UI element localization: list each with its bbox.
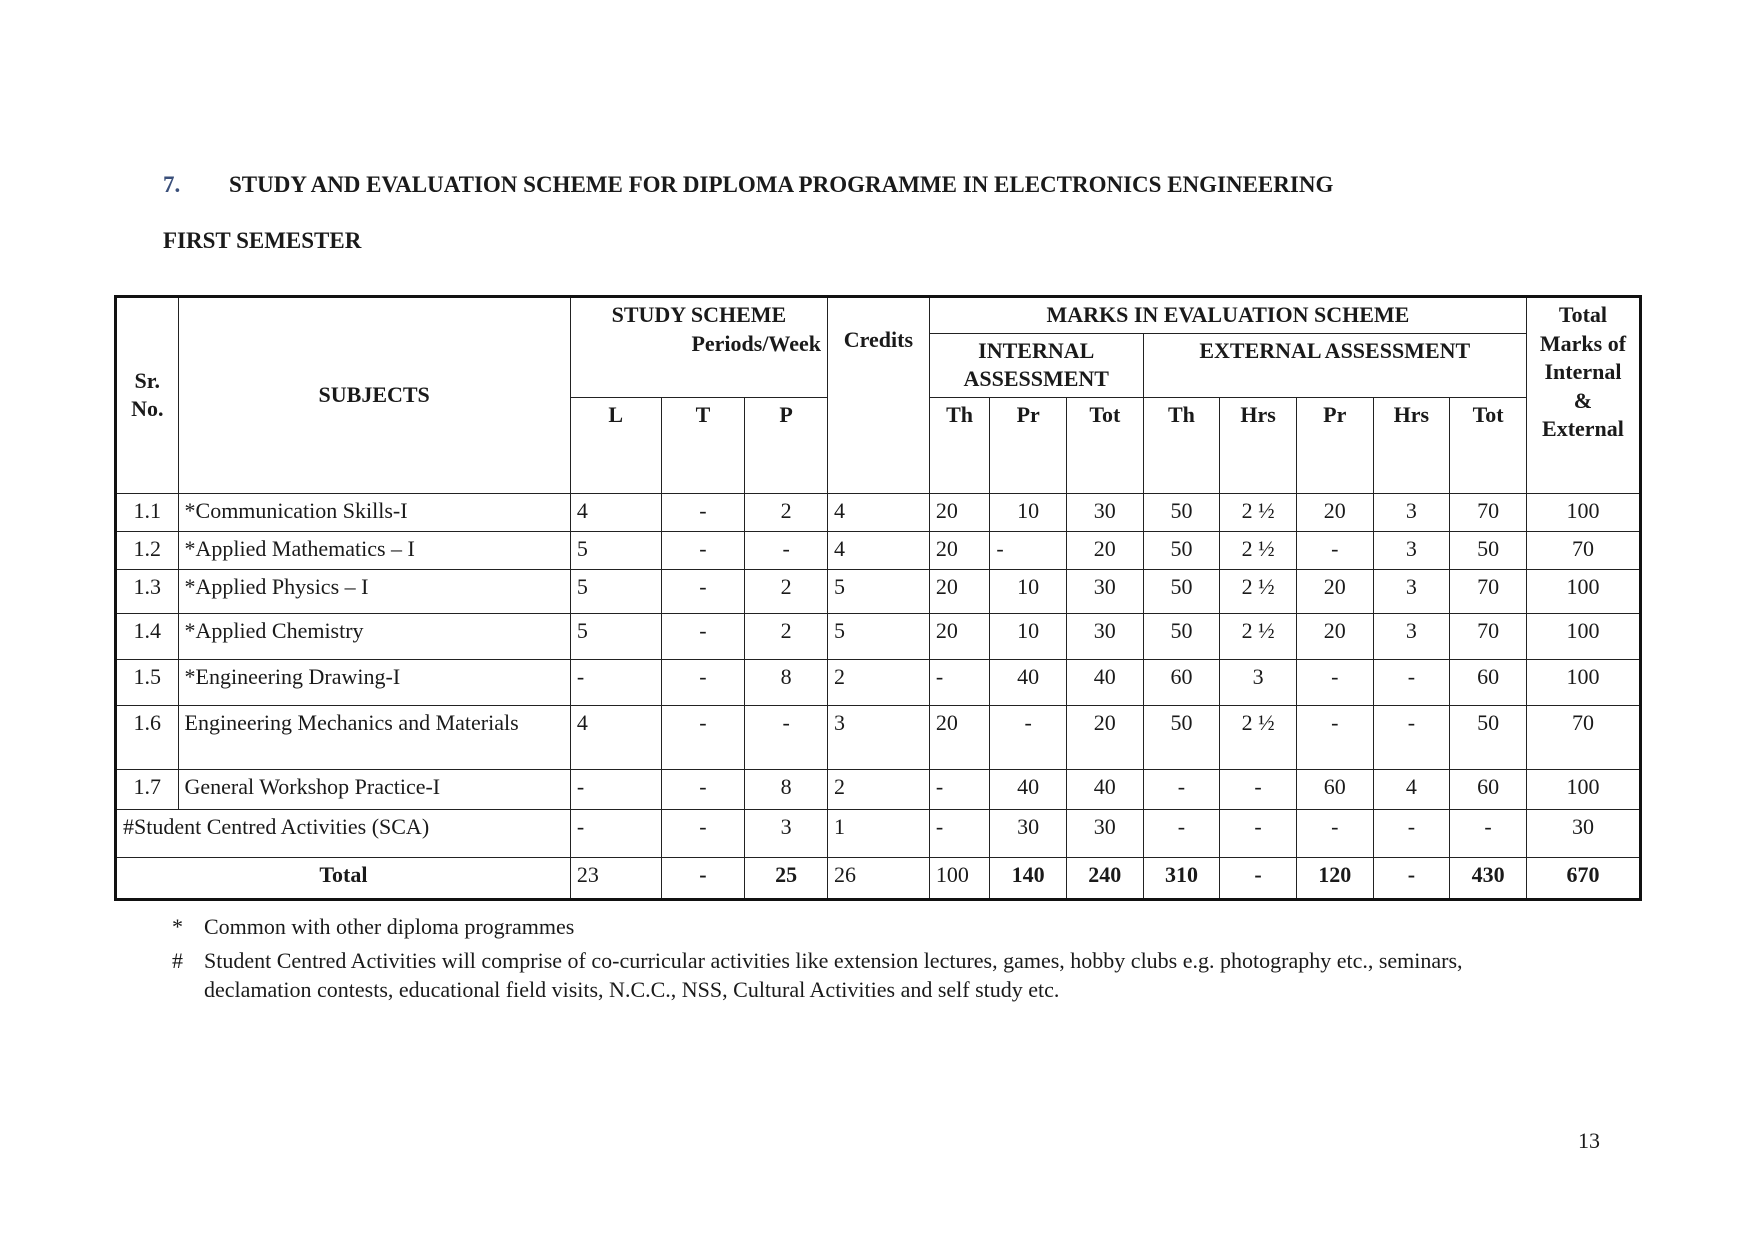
cell-l: 5 — [570, 531, 661, 569]
cell-ext-th: 50 — [1143, 569, 1220, 613]
cell-int-th: 20 — [929, 569, 990, 613]
total-credits: 26 — [827, 857, 929, 899]
cell-sr: 1.3 — [116, 569, 179, 613]
cell-ext-hrs: - — [1220, 809, 1297, 857]
cell-ext-tot: 50 — [1450, 531, 1527, 569]
cell-ext-hrs: 2 ½ — [1220, 531, 1297, 569]
cell-ext-pr: - — [1296, 659, 1373, 705]
footnote — [172, 946, 1524, 1005]
cell-ext-hrs: 3 — [1373, 493, 1450, 531]
cell-subject: *Applied Physics – I — [178, 569, 570, 613]
footnote-symbol: # — [172, 947, 183, 973]
cell-ext-hrs: 2 ½ — [1220, 613, 1297, 659]
cell-t: - — [661, 569, 745, 613]
cell-int-pr: 10 — [990, 569, 1067, 613]
heading-number: 7. — [163, 172, 181, 197]
total-int-th: 100 — [929, 857, 990, 899]
cell-int-pr: - — [990, 531, 1067, 569]
cell-credits: 1 — [827, 809, 929, 857]
page-number: 13 — [1578, 1128, 1600, 1153]
cell-l: - — [570, 659, 661, 705]
cell-int-tot: 40 — [1066, 769, 1143, 809]
cell-ext-pr: 20 — [1296, 569, 1373, 613]
cell-ext-hrs: 2 ½ — [1220, 705, 1297, 769]
cell-total: 100 — [1526, 659, 1640, 705]
footnote-text: Student Centred Activities will comprise of co-curricular activities like extension lectures, games, hobby clubs e.g. photography etc., seminars, declamation contests, educational field visits, N.C.C., NSS, Cultural Activities and self study etc. — [204, 947, 1463, 1003]
cell-int-pr: 30 — [990, 809, 1067, 857]
cell-int-tot: 30 — [1066, 809, 1143, 857]
cell-ext-tot: 60 — [1450, 769, 1527, 809]
cell-p: 2 — [745, 613, 828, 659]
cell-ext-pr: 60 — [1296, 769, 1373, 809]
cell-int-tot: 30 — [1066, 613, 1143, 659]
total-ext-tot: 430 — [1450, 857, 1527, 899]
header-int-tot: Tot — [1066, 397, 1143, 493]
cell-ext-th: 60 — [1143, 659, 1220, 705]
cell-ext-pr: - — [1296, 531, 1373, 569]
header-l: L — [570, 397, 661, 493]
cell-ext-tot: 70 — [1450, 613, 1527, 659]
cell-t: - — [661, 613, 745, 659]
cell-ext-tot: 70 — [1450, 569, 1527, 613]
cell-ext-hrs: - — [1220, 769, 1297, 809]
cell-ext-hrs: 2 ½ — [1220, 569, 1297, 613]
header-study-scheme — [570, 297, 827, 398]
cell-int-th: 20 — [929, 613, 990, 659]
header-t: T — [661, 397, 745, 493]
header-ext-pr: Pr — [1296, 397, 1373, 493]
cell-int-pr: 10 — [990, 613, 1067, 659]
cell-ext-th: 50 — [1143, 705, 1220, 769]
table-row — [116, 493, 1641, 531]
cell-int-th: - — [929, 659, 990, 705]
cell-int-th: 20 — [929, 493, 990, 531]
table-row — [116, 531, 1641, 569]
study-evaluation-table — [114, 295, 1642, 901]
table-row — [116, 769, 1641, 809]
cell-int-tot: 40 — [1066, 659, 1143, 705]
header-total-marks: Total Marks of Internal & External — [1526, 297, 1640, 494]
cell-subject: General Workshop Practice-I — [178, 769, 570, 809]
header-p: P — [745, 397, 828, 493]
cell-t: - — [661, 809, 745, 857]
table-row — [116, 705, 1641, 769]
cell-int-pr: 10 — [990, 493, 1067, 531]
cell-p: - — [745, 531, 828, 569]
heading-title: STUDY AND EVALUATION SCHEME FOR DIPLOMA PROGRAMME IN ELECTRONICS ENGINEERING — [229, 172, 1334, 197]
cell-ext-tot: 70 — [1450, 493, 1527, 531]
cell-t: - — [661, 705, 745, 769]
cell-l: 5 — [570, 613, 661, 659]
cell-ext-hrs: 3 — [1220, 659, 1297, 705]
cell-int-pr: 40 — [990, 769, 1067, 809]
cell-int-tot: 20 — [1066, 705, 1143, 769]
header-sr-no: Sr. No. — [116, 297, 179, 494]
sca-subject: #Student Centred Activities (SCA) — [116, 809, 571, 857]
cell-ext-pr: 20 — [1296, 613, 1373, 659]
total-ext-hrs: - — [1220, 857, 1297, 899]
cell-total: 70 — [1526, 531, 1640, 569]
total-ext-pr: 120 — [1296, 857, 1373, 899]
cell-credits: 2 — [827, 769, 929, 809]
header-ext-hrs: Hrs — [1220, 397, 1297, 493]
cell-subject: *Applied Mathematics – I — [178, 531, 570, 569]
cell-ext-hrs: - — [1373, 809, 1450, 857]
header-subjects: SUBJECTS — [178, 297, 570, 494]
cell-int-pr: 40 — [990, 659, 1067, 705]
cell-ext-hrs: 4 — [1373, 769, 1450, 809]
cell-int-th: 20 — [929, 531, 990, 569]
cell-ext-th: - — [1143, 769, 1220, 809]
total-int-tot: 240 — [1066, 857, 1143, 899]
cell-credits: 5 — [827, 613, 929, 659]
cell-sr: 1.2 — [116, 531, 179, 569]
subject-rows — [116, 493, 1641, 809]
cell-subject: Engineering Mechanics and Materials — [178, 705, 570, 769]
cell-sr: 1.5 — [116, 659, 179, 705]
cell-int-tot: 30 — [1066, 569, 1143, 613]
cell-int-th: 20 — [929, 705, 990, 769]
header-internal-assessment: INTERNAL ASSESSMENT — [929, 333, 1143, 397]
cell-ext-hrs: 2 ½ — [1220, 493, 1297, 531]
footnotes — [172, 912, 1524, 1009]
cell-ext-hrs: - — [1373, 659, 1450, 705]
cell-sr: 1.7 — [116, 769, 179, 809]
cell-t: - — [661, 659, 745, 705]
cell-ext-pr: - — [1296, 705, 1373, 769]
cell-p: 2 — [745, 569, 828, 613]
cell-ext-hrs: 3 — [1373, 569, 1450, 613]
header-ext-th: Th — [1143, 397, 1220, 493]
cell-credits: 5 — [827, 569, 929, 613]
cell-total: 100 — [1526, 613, 1640, 659]
cell-ext-tot: - — [1450, 809, 1527, 857]
total-row — [116, 857, 1641, 899]
footnote-symbol: * — [172, 914, 183, 939]
cell-credits: 3 — [827, 705, 929, 769]
total-p: 25 — [745, 857, 828, 899]
cell-ext-th: - — [1143, 809, 1220, 857]
cell-l: - — [570, 809, 661, 857]
header-external-assessment: EXTERNAL ASSESSMENT — [1143, 333, 1526, 397]
cell-total: 100 — [1526, 769, 1640, 809]
cell-int-tot: 30 — [1066, 493, 1143, 531]
header-credits: Credits — [827, 297, 929, 494]
table-row — [116, 613, 1641, 659]
total-label: Total — [116, 857, 571, 899]
footnote — [172, 912, 1524, 942]
cell-ext-th: 50 — [1143, 531, 1220, 569]
header-ext-hrs: Hrs — [1373, 397, 1450, 493]
cell-int-th: - — [929, 809, 990, 857]
cell-t: - — [661, 769, 745, 809]
cell-ext-pr: 20 — [1296, 493, 1373, 531]
cell-l: 5 — [570, 569, 661, 613]
cell-sr: 1.1 — [116, 493, 179, 531]
header-int-th: Th — [929, 397, 990, 493]
cell-t: - — [661, 493, 745, 531]
cell-ext-tot: 50 — [1450, 705, 1527, 769]
cell-total: 30 — [1526, 809, 1640, 857]
header-ext-tot: Tot — [1450, 397, 1527, 493]
cell-p: 8 — [745, 769, 828, 809]
header-study-scheme-label: STUDY SCHEME — [611, 302, 787, 327]
total-grand: 670 — [1526, 857, 1640, 899]
document-heading — [163, 172, 1333, 198]
cell-total: 70 — [1526, 705, 1640, 769]
cell-credits: 4 — [827, 531, 929, 569]
total-t: - — [661, 857, 745, 899]
cell-ext-tot: 60 — [1450, 659, 1527, 705]
semester-title: FIRST SEMESTER — [163, 228, 362, 253]
sca-row — [116, 809, 1641, 857]
cell-sr: 1.6 — [116, 705, 179, 769]
cell-p: 3 — [745, 809, 828, 857]
cell-p: 2 — [745, 493, 828, 531]
table-row — [116, 659, 1641, 705]
cell-int-pr: - — [990, 705, 1067, 769]
table-row — [116, 569, 1641, 613]
cell-subject: *Applied Chemistry — [178, 613, 570, 659]
cell-l: - — [570, 769, 661, 809]
cell-ext-hrs: 3 — [1373, 613, 1450, 659]
cell-p: - — [745, 705, 828, 769]
header-int-pr: Pr — [990, 397, 1067, 493]
cell-ext-th: 50 — [1143, 613, 1220, 659]
cell-total: 100 — [1526, 569, 1640, 613]
cell-credits: 2 — [827, 659, 929, 705]
total-ext-th: 310 — [1143, 857, 1220, 899]
cell-ext-hrs: - — [1373, 705, 1450, 769]
header-periods-week: Periods/Week — [691, 330, 821, 356]
header-marks-scheme: MARKS IN EVALUATION SCHEME — [929, 297, 1526, 334]
cell-subject: *Communication Skills-I — [178, 493, 570, 531]
total-ext-hrs: - — [1373, 857, 1450, 899]
cell-ext-hrs: 3 — [1373, 531, 1450, 569]
cell-subject: *Engineering Drawing-I — [178, 659, 570, 705]
cell-total: 100 — [1526, 493, 1640, 531]
cell-ext-th: 50 — [1143, 493, 1220, 531]
total-l: 23 — [570, 857, 661, 899]
cell-int-th: - — [929, 769, 990, 809]
cell-credits: 4 — [827, 493, 929, 531]
footnote-text: Common with other diploma programmes — [204, 914, 575, 939]
cell-l: 4 — [570, 705, 661, 769]
cell-l: 4 — [570, 493, 661, 531]
cell-sr: 1.4 — [116, 613, 179, 659]
cell-p: 8 — [745, 659, 828, 705]
cell-int-tot: 20 — [1066, 531, 1143, 569]
cell-t: - — [661, 531, 745, 569]
cell-ext-pr: - — [1296, 809, 1373, 857]
total-int-pr: 140 — [990, 857, 1067, 899]
